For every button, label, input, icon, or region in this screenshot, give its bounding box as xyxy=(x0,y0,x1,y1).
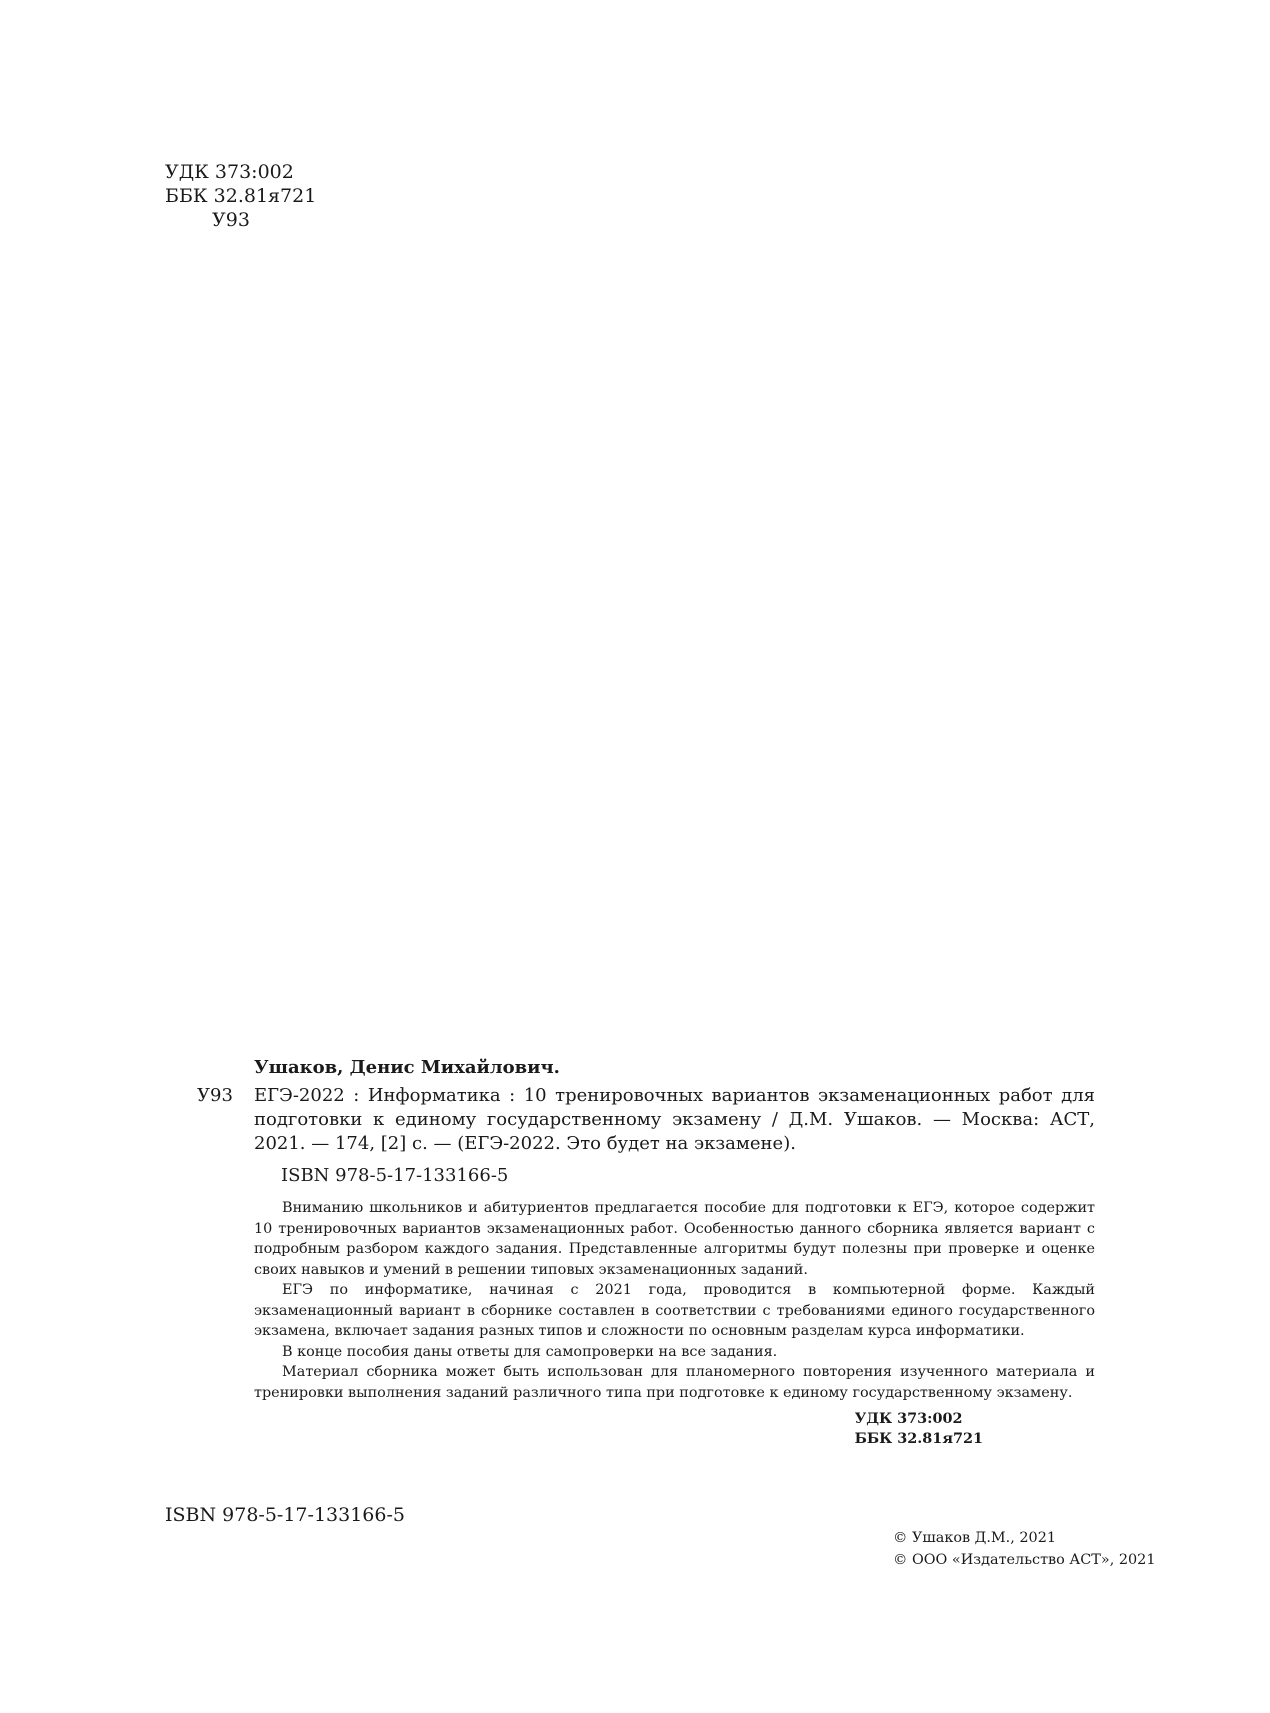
abstract-paragraph: В конце пособия даны ответы для самопроверки на все задания. xyxy=(282,1343,778,1360)
copyright-publisher: © ООО «Издательство АСТ», 2021 xyxy=(893,1552,1156,1568)
abstract-paragraph: ЕГЭ по информатике, начиная с 2021 года, проводится в компьютерной форме. Каждый экзаменационный вариант в сборнике составлен в соответствии с требованиями единого государственного экзамена, включает задания разных типов и сложности по основным разделам курса информатики. xyxy=(254,1282,1095,1339)
isbn-bottom: ISBN 978-5-17-133166-5 xyxy=(165,1504,405,1526)
entry-body xyxy=(197,1084,1095,1156)
abstract-paragraph: Вниманию школьников и абитуриентов предлагается пособие для подготовки к ЕГЭ, которое содержит 10 тренировочных вариантов экзаменационных работ. Особенностью данного сборника является вариант с подробным разбором каждого задания. Представленные алгоритмы будут полезны при проверке и оценке своих навыков и умений в решении типовых экзаменационных заданий. xyxy=(254,1200,1095,1278)
author-mark: У93 xyxy=(212,209,250,231)
bbk-code: ББК 32.81я721 xyxy=(165,185,317,207)
entry-udk: УДК 373:002 xyxy=(854,1410,963,1427)
copyright-author: © Ушаков Д.М., 2021 xyxy=(893,1530,1057,1546)
entry-classification-codes xyxy=(197,1409,1095,1449)
entry-isbn: ISBN 978-5-17-133166-5 xyxy=(281,1165,509,1186)
entry-abstract xyxy=(254,1198,1095,1403)
entry-bbk: ББК 32.81я721 xyxy=(854,1430,983,1447)
abstract-paragraph: Материал сборника может быть использован для планомерного повторения изученного материала и тренировки выполнения заданий различного типа при подготовке к единому государственному экзамену. xyxy=(254,1364,1095,1401)
udk-code: УДК 373:002 xyxy=(165,161,294,183)
entry-description: ЕГЭ-2022 : Информатика : 10 тренировочных вариантов экзаменационных работ для подготовки к единому государственному экзамену / Д.М. Ушаков. — Москва: АСТ, 2021. — 174, [2] с. — (ЕГЭ-2022. Это будет на экзамене). xyxy=(254,1085,1095,1154)
entry-author: Ушаков, Денис Михайлович. xyxy=(254,1057,560,1078)
copyright-block xyxy=(893,1527,1155,1571)
header-classification-codes xyxy=(165,160,316,232)
entry-author-mark: У93 xyxy=(197,1085,233,1106)
catalog-entry xyxy=(197,1056,1095,1449)
